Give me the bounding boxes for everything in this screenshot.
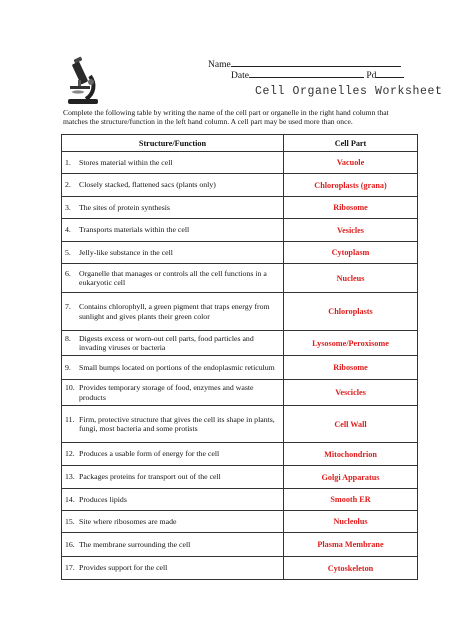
name-blank[interactable] xyxy=(231,57,401,67)
row-number: 11. xyxy=(65,414,75,424)
structure-function-cell xyxy=(62,242,284,264)
cell-part-answer[interactable]: Plasma Membrane xyxy=(284,533,418,557)
structure-function-cell xyxy=(62,489,284,511)
table-row xyxy=(62,293,418,331)
table-row xyxy=(62,331,418,356)
date-blank[interactable] xyxy=(249,68,364,78)
cell-part-answer[interactable]: Ribosome xyxy=(284,197,418,219)
row-number: 1. xyxy=(65,157,71,167)
structure-function-text: Contains chlorophyll, a green pigment that traps energy from sunlight and gives plants their green color xyxy=(79,302,270,321)
structure-function-cell xyxy=(62,533,284,557)
structure-function-cell xyxy=(62,174,284,197)
structure-function-cell xyxy=(62,511,284,533)
table-row xyxy=(62,511,418,533)
table-row xyxy=(62,466,418,489)
row-number: 6. xyxy=(65,268,71,278)
page-title: Cell Organelles Worksheet xyxy=(255,85,443,98)
row-number: 5. xyxy=(65,247,71,257)
structure-function-cell xyxy=(62,219,284,242)
table-row xyxy=(62,533,418,557)
structure-function-text: Firm, protective structure that gives the cell its shape in plants, fungi, most bacteria and some protists xyxy=(79,414,275,433)
structure-function-cell xyxy=(62,293,284,331)
cell-part-answer[interactable]: Chloroplasts (grana) xyxy=(284,174,418,197)
row-number: 7. xyxy=(65,302,71,312)
row-number: 8. xyxy=(65,333,71,343)
cell-part-answer[interactable]: Chloroplasts xyxy=(284,293,418,331)
structure-function-text: Stores material within the cell xyxy=(79,157,173,167)
cell-part-answer[interactable]: Smooth ER xyxy=(284,489,418,511)
row-number: 4. xyxy=(65,225,71,235)
table-row xyxy=(62,219,418,242)
structure-function-text: Jelly-like substance in the cell xyxy=(79,247,173,257)
date-label: Date xyxy=(231,71,249,81)
worksheet-table xyxy=(61,134,418,580)
table-header-row xyxy=(62,135,418,152)
structure-function-text: The membrane surrounding the cell xyxy=(79,539,191,549)
structure-function-cell xyxy=(62,466,284,489)
table-row xyxy=(62,356,418,380)
cell-part-answer[interactable]: Ribosome xyxy=(284,356,418,380)
row-number: 13. xyxy=(65,472,75,482)
structure-function-text: Organelle that manages or controls all the cell functions in a eukaryotic cell xyxy=(79,268,267,287)
cell-part-answer[interactable]: Nucleolus xyxy=(284,511,418,533)
row-number: 12. xyxy=(65,449,75,459)
name-label: Name xyxy=(208,60,231,70)
table-row xyxy=(62,264,418,293)
cell-part-answer[interactable]: Mitochondrion xyxy=(284,443,418,466)
structure-function-cell xyxy=(62,443,284,466)
microscope-icon xyxy=(64,56,106,106)
structure-function-cell xyxy=(62,557,284,580)
structure-function-cell xyxy=(62,356,284,380)
cell-part-answer[interactable]: Cell Wall xyxy=(284,406,418,443)
structure-function-text: The sites of protein synthesis xyxy=(79,202,170,212)
table-row xyxy=(62,489,418,511)
instructions-text: Complete the following table by writing the name of the cell part or organelle in the right hand column that matches the structure/function in the left hand column. A cell part may be used more than once. xyxy=(63,108,389,127)
table-row xyxy=(62,242,418,264)
structure-function-text: Provides support for the cell xyxy=(79,563,168,573)
structure-function-text: Site where ribosomes are made xyxy=(79,516,177,526)
table-row xyxy=(62,406,418,443)
cell-part-answer[interactable]: Vescicles xyxy=(284,380,418,406)
column-header-structure-function: Structure/Function xyxy=(62,135,284,152)
structure-function-cell xyxy=(62,152,284,174)
structure-function-cell xyxy=(62,380,284,406)
structure-function-cell xyxy=(62,331,284,356)
row-number: 14. xyxy=(65,494,75,504)
structure-function-text: Packages proteins for transport out of the cell xyxy=(79,472,221,482)
table-row xyxy=(62,197,418,219)
cell-part-answer[interactable]: Lysosome/Peroxisome xyxy=(284,331,418,356)
cell-part-answer[interactable]: Golgi Apparatus xyxy=(284,466,418,489)
cell-part-answer[interactable]: Nucleus xyxy=(284,264,418,293)
cell-part-answer[interactable]: Vesicles xyxy=(284,219,418,242)
row-number: 2. xyxy=(65,180,71,190)
structure-function-text: Transports materials within the cell xyxy=(79,225,190,235)
column-header-cell-part: Cell Part xyxy=(284,135,418,152)
table-row xyxy=(62,557,418,580)
structure-function-text: Small bumps located on portions of the endoplasmic reticulum xyxy=(79,362,275,372)
row-number: 17. xyxy=(65,563,75,573)
row-number: 15. xyxy=(65,516,75,526)
structure-function-text: Digests excess or worn-out cell parts, food particles and invading viruses or bacteria xyxy=(79,333,254,352)
structure-function-text: Produces a usable form of energy for the cell xyxy=(79,449,220,459)
structure-function-cell xyxy=(62,197,284,219)
table-row xyxy=(62,380,418,406)
row-number: 16. xyxy=(65,539,75,549)
table-row xyxy=(62,152,418,174)
date-field[interactable] xyxy=(231,68,404,82)
row-number: 3. xyxy=(65,202,71,212)
cell-part-answer[interactable]: Vacuole xyxy=(284,152,418,174)
cell-part-answer[interactable]: Cytoskeleton xyxy=(284,557,418,580)
row-number: 10. xyxy=(65,383,75,393)
row-number: 9. xyxy=(65,362,71,372)
pd-label: Pd xyxy=(366,71,377,81)
structure-function-text: Closely stacked, flattened sacs (plants only) xyxy=(79,180,216,190)
structure-function-cell xyxy=(62,406,284,443)
table-row xyxy=(62,443,418,466)
structure-function-cell xyxy=(62,264,284,293)
table-row xyxy=(62,174,418,197)
pd-blank[interactable] xyxy=(376,68,404,78)
structure-function-text: Produces lipids xyxy=(79,494,127,504)
cell-part-answer[interactable]: Cytoplasm xyxy=(284,242,418,264)
structure-function-text: Provides temporary storage of food, enzymes and waste products xyxy=(79,383,254,402)
